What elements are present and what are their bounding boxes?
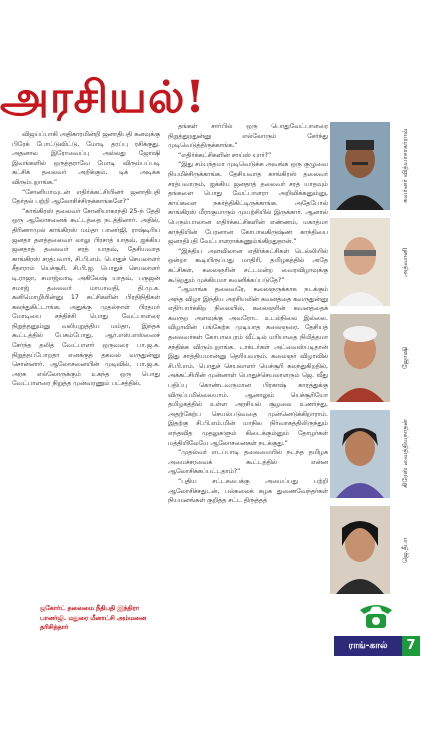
article-column-left xyxy=(12,130,160,600)
portrait-label: ஜோஷி xyxy=(401,346,409,370)
bottom-margin xyxy=(0,688,422,750)
portrait-row xyxy=(330,410,418,498)
section-footer xyxy=(334,598,420,658)
page-number: 7 xyxy=(402,636,420,656)
portrait-vidyasagar-rao-photo xyxy=(330,122,390,210)
portrait-label: கிரேஸ் வைத்தியநாதன் xyxy=(401,419,409,489)
paragraph: தங்கள் சார்பில் ஒரு பொதுவேட்பாளரை நிறுத்துறதுன்னு எல்லோரும் சேர்ந்து முடிவெடுத்திருக்காங்க.” xyxy=(168,123,328,150)
section-label: ராங்-கால் xyxy=(334,636,402,656)
paragraph: “முதல்வர் எடப்பாடி தலைமையில் நடந்த தமிழக அமைச்சரவைக் கூட்டத்தில் என்ன ஆலோசிக்கப்பட்டதாம்?” xyxy=(168,449,328,476)
portrait-row xyxy=(330,506,418,594)
portrait-woman-2-photo xyxy=(330,506,390,594)
portrait-label: ஜெ.தீபா xyxy=(401,537,409,563)
portrait-woman-1-photo xyxy=(330,410,390,498)
paragraph: “புதிய சட்டசபைக்கு அமைப்பது பற்றி ஆலோசிச்சதுடன், பல்கலைக் கழக துணைவேந்தர்கள் நியமனங்கள் குறித்த சட்ட திருத்தத் xyxy=(168,477,328,505)
portrait-row xyxy=(330,122,418,210)
portrait-row xyxy=(330,218,418,306)
portrait-label: அத்வானி xyxy=(401,247,409,277)
page-headline: அரசியல்! xyxy=(0,72,206,123)
paragraph: விஜய்ப்பாகி அதிகாரமின்றி ஜனாதிபதி கனவுக்கு பிரேக் போட்டுவிட்டு, மோடி தரப்பு ரசிக்குது. அதனால இரோவைப்பு அல்லது ஜோஷி இவங்களில் ஒருத்தராவே மோடி விரும்பப்படி கட்சிக் தலைவர் அறிக்கும், டிக் அடிக்க விரும்புறாங்க.” xyxy=(12,131,160,186)
paragraph: “காங்கிரஸ் தலைவர் சோனியாகாந்தி 25-ந் தேதி ஒரு ஆலோசனைக் கூட்டத்தை நடத்தினார். அதில், திரிணாமுல் காங்கிரஸ் மம்தா பானர்ஜி, ராஷ்டிரிய ஜனதா தளத்தலைவர் லாலு பிரசாத் யாதவ், ஐக்கிய ஜனதாத் தலைவர் சரத் யாதவ், தேசியவாத காங்கிரஸ் சரத்பவார், சி.பி.எம். பொதுச் செயலாளர் சீதாராம் யெச்சூரி, சி.பி.ஐ. பொதுச் செயலாளர் டி.ராஜா, சமாஜ்வாடி அகிலேஷ் யாதவ், பகுஜன் சமாஜ் தலைவர் மாயாவதி, தி.மு.க. கனிமொழியின்னு 17 கட்சிகளின் பிரதிநிதிகள் கலந்துகிட்டாங்க. அதுக்கு முதல்நாள் பிரதமர் மோடியை சந்திச்சி பொது வேட்பாளரை நிறுத்தனும்னு வலியுறுத்திய மம்தா, இந்தக் கூட்டத்தில் பேசும்போது, ஆர்.எஸ்.எஸ்ஸைச் சேர்ந்த தலித் வேட்பாளர் ஒருவரை பா.ஜ.க. நிறுத்தப்போறதா எனக்குத் தகவல் வருதுன்னு சொன்னார். ஆலோசனையின் முடிவில், பா.ஜ.க. அரசு எல்லோருக்கும் உகந்த ஒரு பொது வேட்பாளரை நிறுத்த முன்வரணும் பட்சத்தில், xyxy=(12,207,160,388)
paragraph: “இந்திய அளவிலான எதிர்க்கட்சிகள் டெல்லியில் ஒன்றா கூடியிருப்பது மாதிரி, தமிழகத்தில் அதே கட்சிகள், கலைஞரின் சட்டமன்ற வைரவிழாவுக்கு கூடுறதும் முக்கியமா கவனிக்கப்படுதே?” xyxy=(168,247,328,284)
portrait-joshi-photo xyxy=(330,314,390,402)
paragraph: “சோனியாவுடன் எதிர்க்கட்சியினர் ஜனாதிபதி தேர்தல் பற்றி ஆலோசிச்சிருக்காங்களே?” xyxy=(12,188,160,206)
portrait-advani-photo xyxy=(330,218,390,306)
portrait-strip xyxy=(330,122,418,592)
telephone-icon xyxy=(356,598,396,632)
paragraph: “இது சம்பந்தமா முடிவெடுக்க அவங்க ஒரு குழுவை நியமிச்சிருக்காங்க. தேசியவாத காங்கிரஸ் தலைவர் சரத்பவாரும், ஐக்கிய ஜனதாத் தலைவர் சரத் யாதவும் தங்களை பொது வேட்பாளரா அறிவிக்கனும்னு, காய்களை நகர்த்திகிட்டிருக்காங்க. அதேபோல் காங்கிரஸ் மீராகுமாரும் முயற்சியில் இருக்கார். ஆனால் பெரும்பாலான எதிர்க்கட்சிகளின் எண்ணம், மகாத்மா காந்தியின் பேரனான கோபாலகிருஷ்ண காந்தியை ஜனாதிபதி வேட்பாளராக்கணும்ங்கிறதுதான்.” xyxy=(168,161,328,246)
article-column-middle xyxy=(168,122,328,656)
photo-caption: ஜகோர்ட் தலைமை நீதிபதி இந்திரா பானர்ஜி. மதுரை மீனாட்சி அம்மனை தரிசித்தார் xyxy=(40,605,147,631)
paragraph: “எதிர்க்கட்சிகளின் சாய்ஸ் யார்?” xyxy=(178,151,272,159)
paragraph: “ஆமாங்க தலைவரே, கலைஞருக்காக நடக்கும் அந்த விழா இந்திய அரசியலின் கவனத்தை கவருதுன்னு எதிர்பார்க்கிற நிலையில், கலைஞரின் கவனத்தைக் கவருற அளவுக்கு அவரோட உடல்நிலை இல்லை. விழாவின் பங்கேற்க முடியாத கலைஞரை, தேசியத் தலைவர்கள் கோபாலபுரம் வீட்டில் மரியாதை நிமித்தமா சந்திக்க விரும்புறாங்க. டாக்டர்கள் அட்வைஸ்படிதான் இது சாத்தியமான்னு தெரியவரும். கலைஞர் விழாவில் சி.பி.எம். பொதுச் செயலாளர் யெச்சூரி கலந்துகிறதில், அக்கட்சியின் முன்னாள் பொதுச்செயலாளரும் ஜெ. வீது பதிப்பு கொண்டவருமான பிரகாஷ் காரத்துக்கு விருப்பமில்லையாம். ஆனாலும் யெச்சூரியோ தமிழகத்தில் உள்ள அரசியல் சூழலை உணர்ந்து, அதற்கேற்ப செயல்படுவதை முன்னெடுக்கிறாராம். இதற்கு சி.பி.எம்.மின் மாநில நிர்வாகத்திலிருந்தும் எந்தவித முதலுகளும் கிடைக்கும்னும் தோழர்கள் மத்தியிலேயே ஆலோசனைகள் நடக்குது.” xyxy=(168,286,328,447)
top-margin xyxy=(0,0,422,60)
portrait-label: கவர்னர் வித்யாசாகர்ராவ் xyxy=(401,128,409,204)
portrait-row xyxy=(330,314,418,402)
